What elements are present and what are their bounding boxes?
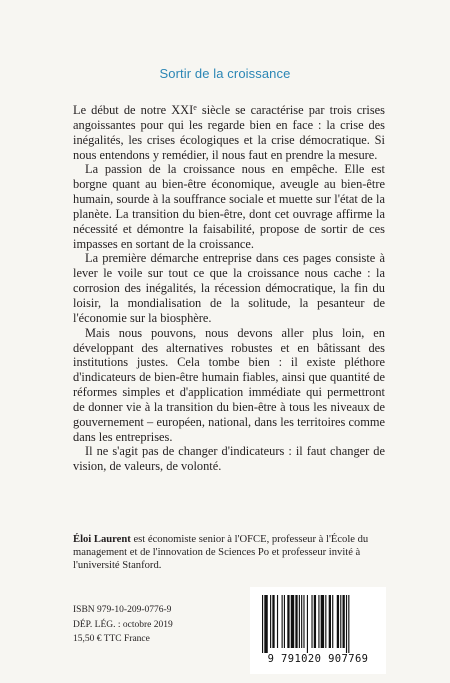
paragraph-5: Il ne s'agit pas de changer d'indicateurs : il faut changer de vision, de valeurs, de volonté.	[73, 444, 385, 474]
paragraph-1	[73, 103, 385, 162]
price: 15,50 € TTC France	[73, 634, 150, 644]
blurb	[73, 103, 385, 474]
barcode-bars-icon	[258, 595, 378, 653]
legal-deposit: DÉP. LÉG. : octobre 2019	[73, 619, 173, 630]
paragraph-1-rest: siècle se caractérise par trois crises angoissantes pour qui les regarde bien en face : la crise des inégalités, les crises écologiques et la crise démocratique. Si nous entendons y remédier, il nous faut en prendre la mesure.	[73, 103, 385, 162]
century-superscript: e	[193, 103, 197, 112]
paragraph-1-start: Le début de notre XXI	[73, 103, 194, 117]
author-bio	[73, 533, 385, 572]
paragraph-2: La passion de la croissance nous en empêche. Elle est borgne quant au bien-être économique, aveugle au bien-être humain, sourde à la souffrance sociale et muette sur l'état de la planète. La transition du bien-être, dont cet ouvrage affirme la nécessité et démontre la faisabilité, propose de sortir de ces impasses en sortant de la croissance.	[73, 162, 385, 251]
paragraph-4: Mais nous pouvons, nous devons aller plus loin, en développant des alternatives robustes et en bâtissant des institutions justes. Cela tombe bien : il existe pléthore d'indicateurs de bien-être humain fiables, ainsi que quantité de réformes simples et d'application immédiate qui permettront de donner vie à la transition du bien-être à tous les niveaux de gouvernement – européen, national, dans les territoires comme dans les entreprises.	[73, 325, 385, 444]
barcode-number: 9 791020 907769	[267, 653, 369, 665]
barcode	[250, 587, 386, 674]
isbn: ISBN 979-10-209-0776-9	[73, 605, 172, 615]
author-name: Éloi Laurent	[73, 534, 131, 545]
paragraph-3: La première démarche entreprise dans ces pages consiste à lever le voile sur tout ce que la croissance nous cache : la corrosion des inégalités, la récession démocratique, la fin du loisir, la mondialisation de la solitude, la pesanteur de l'économie sur la biosphère.	[73, 251, 385, 325]
page-title: Sortir de la croissance	[159, 66, 291, 81]
publication-info	[73, 603, 233, 647]
author-description: est économiste senior à l'OFCE, professeur à l'École du management et de l'innovation de Sciences Po et professeur invité à l'université Stanford.	[73, 534, 369, 571]
